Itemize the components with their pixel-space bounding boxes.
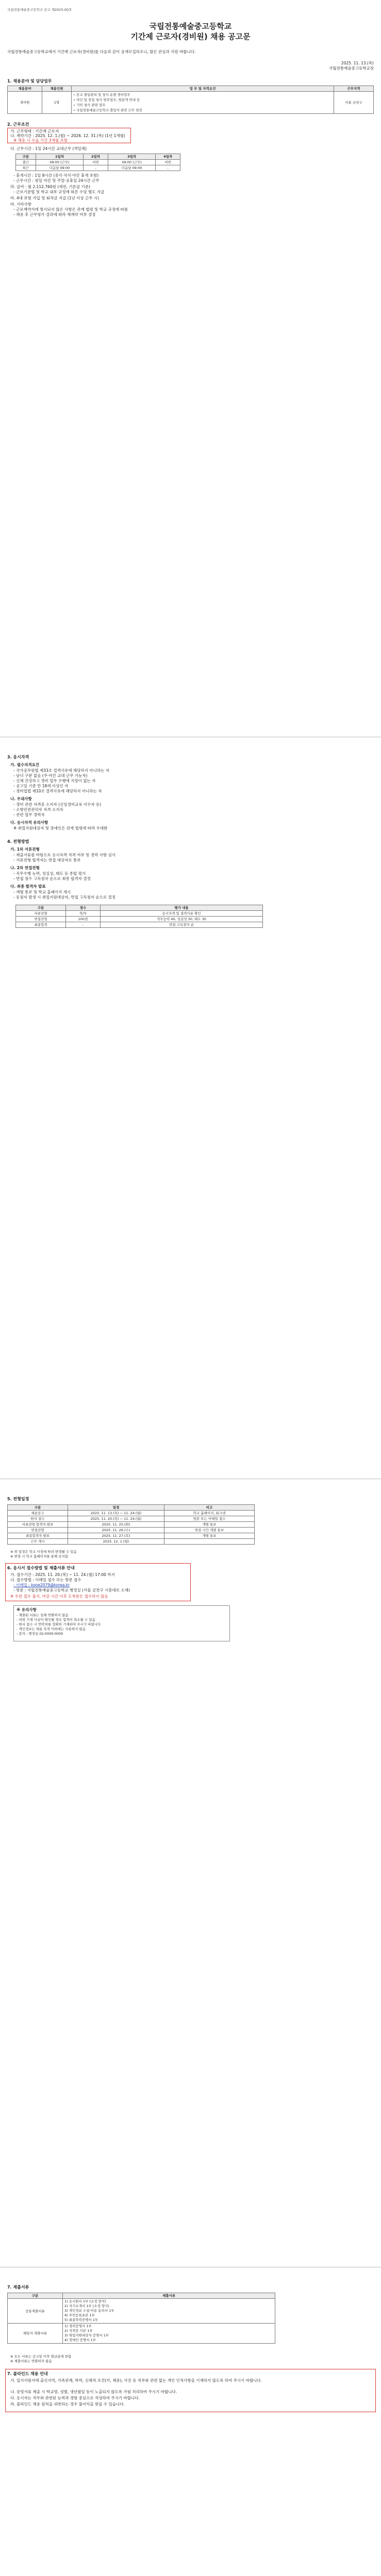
- shift-td: 비번: [156, 160, 180, 165]
- sched-td: 면접 시간 개별 통보: [164, 1528, 255, 1533]
- s2-item: ※ 채용 시 수습 기간 3개월 포함: [13, 138, 68, 143]
- duties-table: [7, 86, 374, 114]
- shift-td: 퇴근: [16, 165, 36, 171]
- td-count: 1명: [42, 92, 72, 114]
- s3-item: - 관련 업무 경력자: [13, 812, 45, 817]
- s7-note: ※ 제출서류는 반환하지 않음: [10, 2359, 52, 2363]
- s5-note: ※ 위 일정은 학교 사정에 따라 변경될 수 있음: [10, 1550, 77, 1554]
- sched-td: 방문 또는 이메일 접수: [164, 1516, 255, 1522]
- s3-item: - 신체 건강하고 경비 업무 수행에 지장이 없는 자: [13, 778, 96, 783]
- docs-th: 구분: [8, 2293, 63, 2299]
- sched-td: 2025. 12. 1.(월): [68, 1539, 164, 1545]
- page-2: [0, 747, 381, 1468]
- th-location: 근무지역: [334, 86, 374, 92]
- eval-td: 적/부: [66, 911, 101, 917]
- shift-td: 비번: [84, 160, 108, 165]
- shift-th: 구분: [16, 154, 36, 160]
- section5-heading: 5. 전형일정: [7, 1497, 29, 1501]
- td-field: 경비원: [8, 92, 42, 114]
- shift-td: -: [156, 165, 180, 171]
- announce-date: 2025. 11. 13.(목): [341, 61, 374, 65]
- s4-item: 다. 최종 합격자 발표: [10, 884, 46, 889]
- eval-td: 면접전형: [16, 917, 66, 922]
- eval-th: 점수: [66, 905, 101, 911]
- s2-item: 다. 근무시간 : 1일 24시간 교대근무 (격일제): [10, 146, 87, 151]
- duty-line: ∘ 기타 청사 관련 업무: [73, 103, 106, 107]
- duty-line: ∘ 야간 및 휴일 청사 방호업무, 방문객 안내 등: [73, 98, 140, 102]
- sched-td: 개별 통보: [164, 1533, 255, 1539]
- sched-td: 2025. 11. 20.(목) ~ 11. 24.(월): [68, 1516, 164, 1522]
- intro-text: 국립전통예술중고등학교에서 기간제 근로자(경비원)를 다음과 같이 공개모집하오니, 많은 관심과 지원 바랍니다.: [7, 49, 196, 54]
- sched-td: 면접전형: [8, 1528, 68, 1533]
- s3-item: 가. 필수자격요건: [10, 762, 40, 767]
- s2-note: - 휴게시간 : 1일 8시간 (중식·석식·야간 휴게 포함): [13, 173, 99, 178]
- s2-note: - 근로계약서에 명시되지 않은 사항은 관계 법령 및 학교 규정에 따름: [13, 207, 128, 212]
- duty-line: ∘ 본교 출입관리 및 청사 순찰·경비업무: [73, 93, 130, 97]
- s2-note: 마. 4대 보험 가입 및 퇴직금 지급 (1년 이상 근무 시): [10, 196, 100, 200]
- s3-item: - 소방안전관리자 자격 소지자: [13, 807, 63, 812]
- sched-td: 원서 접수: [8, 1516, 68, 1522]
- s7-note: ※ 모든 서류는 공고일 이후 발급분에 한함: [10, 2354, 72, 2359]
- section6-heading: 6. 응시서 접수방법 및 제출서류 안내: [7, 1566, 75, 1570]
- sched-td: [164, 1539, 255, 1545]
- shift-td: 09:00 (근무): [108, 160, 155, 165]
- sched-td: 2025. 11. 26.(수): [68, 1528, 164, 1533]
- sched-th: 비고: [164, 1505, 255, 1511]
- s2-note: - 근무시간 : 평일 야간 및 주말·공휴일 24시간 근무: [13, 178, 100, 183]
- page-1: [0, 0, 381, 732]
- eval-th: 평가 내용: [101, 905, 263, 911]
- s3-item: - 남녀 구분 없음 (주·야간 교대 근무 가능자): [13, 773, 88, 778]
- section4-heading: 4. 전형방법: [7, 839, 29, 844]
- td-location: 서울 금천구: [334, 92, 374, 114]
- notice-line: - 원서 접수 시 연락처를 정확히 기재하여 주시기 바랍니다: [16, 1622, 101, 1626]
- th-count: 채용인원: [42, 86, 72, 92]
- shift-td: 출근: [16, 160, 36, 165]
- schedule-table: [7, 1504, 255, 1545]
- shift-th: 3일차: [108, 154, 155, 160]
- eval-td: -: [66, 922, 101, 928]
- s3-item: - 경비 관련 자격증 소지자 (신임경비교육 이수자 등): [13, 802, 102, 807]
- th-duties: 업 무 및 자격요건: [72, 86, 334, 92]
- eval-td: 응시자격 및 결격사유 확인: [101, 911, 263, 917]
- td-duties: [72, 92, 334, 114]
- s2-note: - 채용 후 근무평가 결과에 따라 재계약 여부 결정: [13, 212, 96, 217]
- s2-item: 나. 계약기간 : 2025. 12. 1.(월) ~ 2026. 12. 31.(목) (1년 1개월): [10, 133, 125, 138]
- eval-td: 최종합격: [16, 922, 66, 928]
- eval-td: 직무능력 40, 성실성 30, 태도 30: [101, 917, 263, 922]
- notice-line: - 문의 : 행정실 02-0000-0000: [16, 1632, 63, 1636]
- sched-td: 최종합격자 발표: [8, 1533, 68, 1539]
- notice-line: ※ 유의사항: [16, 1607, 37, 1612]
- eval-td: 서류전형: [16, 911, 66, 917]
- notice-line: - 제출된 서류는 일체 반환하지 않음: [16, 1613, 69, 1617]
- org-small-header: 국립전통예술중고등학교 공고 제2025-00호: [7, 8, 72, 12]
- sched-td: 2025. 11. 27.(목): [68, 1533, 164, 1539]
- shift-th: 1일차: [36, 154, 83, 160]
- eval-th: 구분: [16, 905, 66, 911]
- signer: 국립전통예술중고등학교장: [329, 66, 374, 71]
- s6-email[interactable]: - 이메일 : kooe2079@korea.kr: [13, 1583, 70, 1587]
- s3-item: - 공고일 기준 만 18세 이상인 자: [13, 784, 69, 788]
- s2-note: 라. 급여 : 월 2,112,760원 (세전, 기본급 기준): [10, 184, 90, 189]
- s3-item: 다. 응시자격 유의사항: [10, 820, 48, 825]
- s3-item: 나. 우대사항: [10, 796, 32, 801]
- docs-td: 해당자 제출서류: [8, 2324, 63, 2344]
- s4-item: - 직무수행 능력, 성실성, 태도 등 종합 평가: [13, 871, 86, 876]
- notice-line: - 허위 기재 사실이 확인될 경우 합격이 취소될 수 있음: [16, 1618, 95, 1622]
- evaluation-table: [15, 905, 263, 928]
- sched-td: 개별 통보: [164, 1522, 255, 1528]
- sched-td: 근무 개시: [8, 1539, 68, 1545]
- eval-td: 100점: [66, 917, 101, 922]
- s4-item: 가. 1차 서류전형: [10, 847, 40, 852]
- notice-line: - 개인정보는 채용 목적 이외에는 사용하지 않음: [16, 1627, 86, 1631]
- s6-item: ※ 우편 접수 불가, 마감 시간 이후 도착분은 접수하지 않음: [10, 1594, 108, 1599]
- page-4: [0, 2277, 381, 2576]
- s3-item: - 경비업법 제10조 결격사유에 해당하지 아니하는 자: [13, 789, 102, 793]
- sched-td: 채용공고: [8, 1511, 68, 1516]
- s3-item: - 국가공무원법 제33조 결격사유에 해당하지 아니하는 자: [13, 768, 109, 773]
- s4-item: - 제출서류를 바탕으로 응시자격 적격 여부 및 경력 사항 심사: [13, 853, 116, 857]
- docs-td: 1) 응시원서 1부 (소정 양식) 2) 자기소개서 1부 (소정 양식) 3) 개인정보 수집·이용 동의서 1부 4) 주민등록초본 1부 5) 최종학력증명서 1부: [63, 2299, 275, 2324]
- s4-item: - 면접 점수 고득점자 순으로 최종 합격자 결정: [13, 876, 91, 881]
- sched-th: 구분: [8, 1505, 68, 1511]
- section3-heading: 3. 응시자격: [7, 755, 29, 759]
- th-field: 채용분야: [8, 86, 42, 92]
- docs-td: 공통제출서류: [8, 2299, 63, 2324]
- s2-note: - 근로기준법 및 학교 내부 규정에 따른 수당 별도 지급: [13, 190, 105, 194]
- shift-td: 다음날 09:00: [108, 165, 155, 171]
- s4-item: - 동점자 발생 시 취업지원대상자, 면접 고득점자 순으로 결정: [13, 895, 116, 900]
- s3-item: ※ 취업지원대상자 및 장애인은 관계 법령에 따라 우대함: [13, 826, 108, 831]
- shift-td: -: [84, 165, 108, 171]
- s6-item: 가. 접수기간 : 2025. 11. 20.(목) ~ 11. 24.(월) 17:00 까지: [10, 1572, 115, 1577]
- sched-th: 일정: [68, 1505, 164, 1511]
- docs-td: 1) 경력증명서 1부 2) 자격증 사본 1부 3) 취업지원대상자 증명서 1부 4) 장애인 증명서 1부: [63, 2324, 275, 2344]
- shift-table: [15, 154, 180, 171]
- section1-heading: 1. 채용분야 및 담당업무: [7, 79, 52, 83]
- documents-table: [7, 2293, 275, 2344]
- s5-note: ※ 변경 시 학교 홈페이지를 통해 공지함: [10, 1554, 69, 1558]
- shift-th: 4일차: [156, 154, 180, 160]
- sched-td: 2025. 11. 25.(화): [68, 1522, 164, 1528]
- docs-th: 제출서류: [63, 2293, 275, 2299]
- section8-heading: 7. 블라인드 채용 안내: [7, 2371, 48, 2376]
- s6-item: - 방문 : 국립전통예술중고등학교 행정실 (서울 금천구 시흥대로 소재): [13, 1588, 130, 1592]
- section2-heading: 2. 근무조건: [7, 122, 29, 127]
- title-line1: 국립전통예술중고등학교: [149, 22, 232, 31]
- sched-td: 서류전형 합격자 발표: [8, 1522, 68, 1528]
- s4-item: 나. 2차 면접전형: [10, 866, 40, 870]
- sched-td: 학교 홈페이지, 워크넷: [164, 1511, 255, 1516]
- page-3: [0, 1489, 381, 2251]
- duty-line: ∘ 국립전통예술고등학교 출입자 관련 근무 점검: [73, 108, 142, 112]
- s8-text: 나. 증빙서류 제출 시 학교명, 성별, 생년월일 등이 노출되지 않도록 가림 처리하여 주시기 바랍니다.: [10, 2389, 177, 2394]
- shift-th: 2일차: [84, 154, 108, 160]
- title-line2: 기간제 근로자(경비원) 채용 공고문: [130, 32, 251, 41]
- s8-text: 다. 응시자는 직무와 관련된 능력과 경험 중심으로 작성하여 주시기 바랍니다.: [10, 2396, 140, 2400]
- s8-text: 라. 블라인드 채용 원칙을 위반하는 경우 불이익을 받을 수 있습니다.: [10, 2402, 125, 2406]
- s2-note: 바. 기타사항: [10, 202, 31, 207]
- shift-td: 다음날 09:00: [36, 165, 83, 171]
- eval-td: 면접 고득점자 순: [101, 922, 263, 928]
- shift-td: 09:00 (근무): [36, 160, 83, 165]
- sched-td: 2025. 11. 13.(목) ~ 11. 24.(월): [68, 1511, 164, 1516]
- s4-item: - 서류전형 합격자는 면접 대상자로 통보: [13, 858, 81, 862]
- s6-item: 나. 접수방법 : 이메일 접수 또는 방문 접수: [10, 1578, 81, 1582]
- s8-text: 가. 입사지원서에 출신지역, 가족관계, 학력, 신체적 조건(키, 체중), 사진 등 직무와 관련 없는 개인 인적사항을 기재하지 않도록 하여 주시기 바랍니다.: [10, 2378, 262, 2383]
- section7-heading: 7. 제출서류: [7, 2285, 29, 2290]
- s2-item: 가. 근무형태 : 기간제 근로자: [10, 129, 59, 133]
- s4-item: - 개별 통보 및 학교 홈페이지 게시: [13, 890, 71, 894]
